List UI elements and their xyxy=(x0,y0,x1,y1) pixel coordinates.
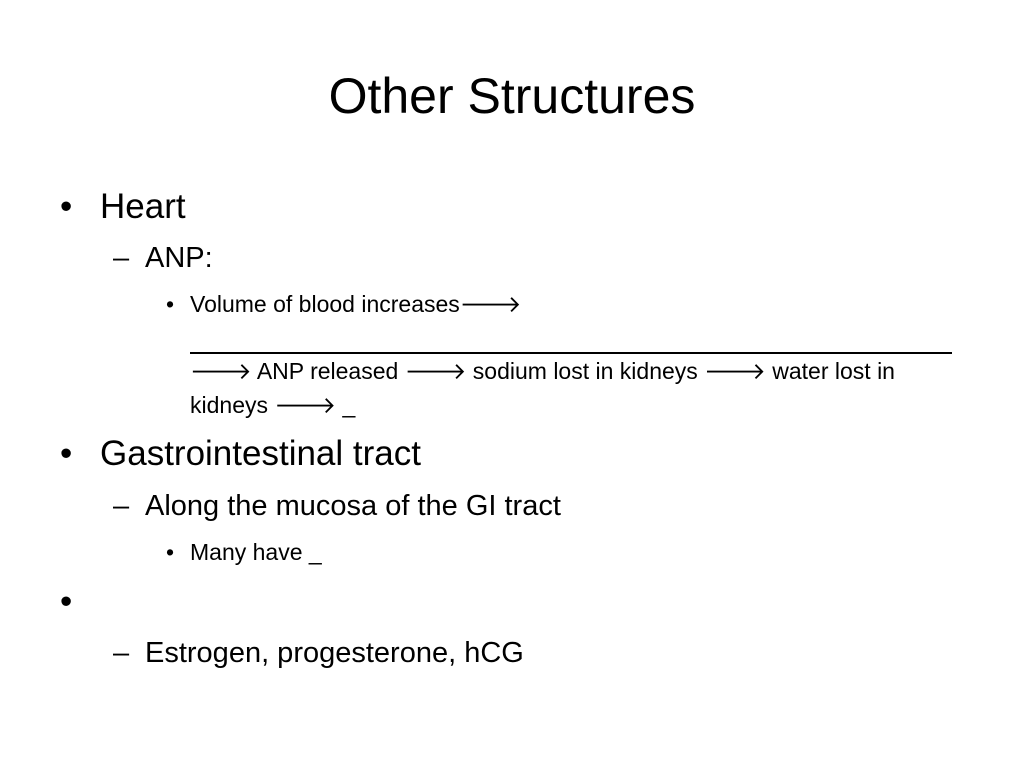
bullet-marker: • xyxy=(60,187,73,226)
sub-sub-bullet-many-have: Many have _ xyxy=(190,539,322,565)
sub-sub-bullet-volume xyxy=(190,287,521,322)
anp-chain-line-2 xyxy=(190,388,355,423)
kidneys-text: kidneys xyxy=(190,392,268,418)
arrow-icon: 🡒 xyxy=(274,393,337,419)
sodium-lost-text: sodium lost in kidneys xyxy=(472,358,698,384)
dash-marker: – xyxy=(113,637,130,669)
bullet-marker: • xyxy=(60,582,73,621)
anp-released-text: ANP released xyxy=(256,358,399,384)
anp-chain-line xyxy=(190,354,895,389)
small-bullet-marker: • xyxy=(166,291,175,317)
arrow-icon: 🡒 xyxy=(190,359,252,385)
water-lost-text: water lost in xyxy=(772,358,895,384)
arrow-icon: 🡒 xyxy=(459,292,522,318)
bullet-marker: • xyxy=(60,434,73,473)
slide-title: Other Structures xyxy=(328,68,696,124)
sub-bullet-anp: ANP: xyxy=(145,242,213,274)
sub-bullet-hormones: Estrogen, progesterone, hCG xyxy=(145,637,524,669)
dash-marker: – xyxy=(113,490,130,522)
blank-text: _ xyxy=(342,392,356,418)
bullet-heart: Heart xyxy=(100,187,186,226)
small-bullet-marker: • xyxy=(166,539,175,565)
volume-text: Volume of blood increases xyxy=(190,291,460,317)
arrow-icon: 🡒 xyxy=(704,359,766,385)
dash-marker: – xyxy=(113,242,130,274)
arrow-icon: 🡒 xyxy=(404,359,467,385)
sub-bullet-mucosa: Along the mucosa of the GI tract xyxy=(145,490,561,522)
bullet-gi-tract: Gastrointestinal tract xyxy=(100,434,421,473)
